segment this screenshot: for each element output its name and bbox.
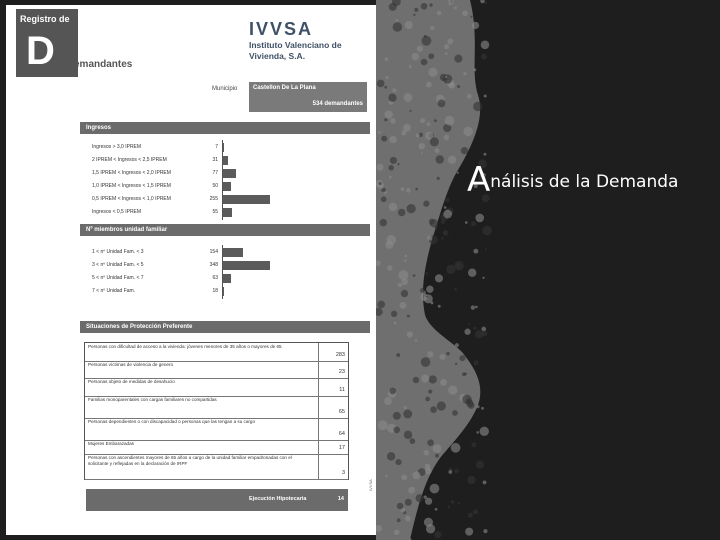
map-texture-dot xyxy=(445,76,447,78)
map-texture-dot xyxy=(465,528,473,536)
map-texture-dot xyxy=(426,82,432,88)
row-bar xyxy=(222,169,236,178)
map-texture-dot xyxy=(448,156,456,164)
map-texture-dot xyxy=(395,19,398,22)
map-texture-dot xyxy=(397,163,399,165)
map-texture-dot xyxy=(421,374,429,382)
map-texture-dot xyxy=(405,516,411,522)
map-texture-dot xyxy=(416,494,424,502)
map-texture-dot xyxy=(476,461,484,469)
map-texture-dot xyxy=(468,269,476,277)
municipio-name: Castellon De La Plana xyxy=(253,85,316,91)
institute-name-line2: Vivienda, S.A. xyxy=(249,51,306,61)
row-label: 7 < nº Unidad Fam. xyxy=(92,288,136,294)
map-texture-dot xyxy=(384,86,387,89)
map-texture-dot xyxy=(415,188,418,191)
map-texture-dot xyxy=(434,531,441,538)
map-texture-dot xyxy=(425,272,428,275)
map-texture-dot xyxy=(375,260,381,266)
map-texture-dot xyxy=(425,464,431,470)
map-texture-dot xyxy=(465,221,468,224)
proteccion-row-label: Familias monoparentales con cargas familiares no compartidas xyxy=(88,397,217,402)
map-texture-dot xyxy=(405,255,408,258)
map-texture-dot xyxy=(403,410,412,419)
map-texture-dot xyxy=(420,118,425,123)
map-texture-dot xyxy=(410,438,416,444)
map-texture-dot xyxy=(414,8,418,12)
map-texture-dot xyxy=(389,176,392,179)
map-texture-dot xyxy=(381,196,387,202)
map-texture-dot xyxy=(404,260,407,263)
map-texture-dot xyxy=(454,55,462,63)
proteccion-row xyxy=(85,361,348,379)
margin-note: IVVSA xyxy=(368,479,373,491)
map-texture-dot xyxy=(444,44,449,49)
proteccion-row-value: 65 xyxy=(338,409,345,415)
map-texture-dot xyxy=(443,230,449,236)
map-texture-dot xyxy=(426,524,435,533)
map-texture-dot xyxy=(440,379,447,386)
map-texture-dot xyxy=(435,508,438,511)
map-texture-dot xyxy=(384,110,392,118)
map-texture-dot xyxy=(481,40,490,49)
map-texture-dot xyxy=(378,420,388,430)
row-label: 1,0 IPREM < Ingresos < 1,5 IPREM xyxy=(92,183,171,189)
bar-axis xyxy=(222,140,223,220)
row-label: 0,5 IPREM < Ingresos < 1,0 IPREM xyxy=(92,196,171,202)
map-texture-dot xyxy=(425,397,430,402)
map-texture-dot xyxy=(484,1,487,4)
map-texture-dot xyxy=(482,277,484,279)
row-bar xyxy=(222,195,270,204)
proteccion-column-divider xyxy=(318,343,319,479)
proteccion-row-label: Personas dependientes o con discapacidad o personas que las tengan a su cargo xyxy=(88,419,256,424)
map-texture-dot xyxy=(405,21,413,29)
proteccion-row-label: Mujeres Embarazadas xyxy=(88,441,134,446)
map-texture-dot xyxy=(454,288,457,291)
row-label: Ingresos < 0,5 IPREM xyxy=(92,209,142,215)
map-texture-dot xyxy=(435,148,440,153)
proteccion-table xyxy=(84,342,349,480)
proteccion-row xyxy=(85,440,348,455)
map-texture-dot xyxy=(485,248,487,250)
map-texture-dot xyxy=(454,469,459,474)
map-texture-dot xyxy=(457,172,459,174)
map-texture-dot xyxy=(437,177,440,180)
map-texture-dot xyxy=(461,147,468,154)
map-texture-dot xyxy=(420,288,425,293)
map-texture-dot xyxy=(471,442,476,447)
proteccion-row xyxy=(85,454,348,480)
map-texture-dot xyxy=(387,452,395,460)
map-texture-dot xyxy=(445,52,448,55)
map-texture-dot xyxy=(407,315,410,318)
map-texture-dot xyxy=(473,509,478,514)
map-texture-dot xyxy=(473,102,482,111)
map-texture-dot xyxy=(413,14,415,16)
map-texture-dot xyxy=(430,26,434,30)
map-texture-dot xyxy=(482,226,492,236)
demandantes-count: 534 demandantes xyxy=(312,101,363,107)
slide-title-rest: nálisis de la Demanda xyxy=(490,172,679,192)
proteccion-row xyxy=(85,343,348,362)
map-texture-dot xyxy=(377,301,385,309)
map-texture-dot xyxy=(430,406,437,413)
proteccion-row xyxy=(85,378,348,397)
map-texture-dot xyxy=(422,36,432,46)
map-texture-dot xyxy=(467,476,475,484)
map-texture-dot xyxy=(437,401,446,410)
row-label: 2 IPREM < Ingresos < 2,5 IPREM xyxy=(92,157,167,163)
map-texture-dot xyxy=(437,11,442,16)
row-label: 1 < nº Unidad Fam. < 3 xyxy=(92,249,144,255)
map-texture-dot xyxy=(471,305,475,309)
map-texture-dot xyxy=(421,3,428,10)
map-texture-dot xyxy=(426,286,433,293)
map-texture-dot xyxy=(379,182,382,185)
map-texture-dot xyxy=(389,388,396,395)
map-texture-dot xyxy=(483,481,487,485)
ivvsa-logo xyxy=(249,19,342,62)
proteccion-row-label: Personas víctimas de violencia de genero xyxy=(88,362,174,367)
map-texture-dot xyxy=(384,397,392,405)
map-texture-dot xyxy=(404,431,412,439)
registro-logo xyxy=(16,9,78,77)
municipio-box xyxy=(249,82,367,112)
map-texture-dot xyxy=(429,219,435,225)
map-texture-dot xyxy=(423,201,429,207)
proteccion-row-label: Personas objeto de medidas de desahucio xyxy=(88,379,175,384)
map-texture-dot xyxy=(426,296,428,298)
row-value: 255 xyxy=(209,196,218,202)
map-texture-dot xyxy=(418,143,425,150)
map-texture-dot xyxy=(452,410,458,416)
map-texture-dot xyxy=(435,454,439,458)
map-texture-dot xyxy=(434,119,437,122)
map-texture-dot xyxy=(430,137,439,146)
map-texture-dot xyxy=(389,3,397,11)
map-texture-dot xyxy=(459,355,465,361)
row-value: 7 xyxy=(215,144,218,150)
map-texture-dot xyxy=(389,136,397,144)
map-texture-dot xyxy=(391,311,397,317)
map-texture-dot xyxy=(451,500,454,503)
map-texture-dot xyxy=(395,459,401,465)
map-texture-dot xyxy=(384,118,387,121)
row-value: 18 xyxy=(212,288,218,294)
map-texture-dot xyxy=(475,214,484,223)
row-bar xyxy=(222,182,231,191)
row-label: Ingresos > 3,0 IPREM xyxy=(92,144,142,150)
map-texture-dot xyxy=(438,100,446,108)
map-texture-dot xyxy=(421,357,431,367)
map-texture-dot xyxy=(385,474,388,477)
map-texture-dot xyxy=(427,236,432,241)
map-texture-dot xyxy=(393,22,403,32)
map-texture-dot xyxy=(381,136,387,142)
map-texture-dot xyxy=(398,270,408,280)
registro-title: Registro de xyxy=(20,14,70,24)
map-texture-dot xyxy=(435,274,443,282)
row-label: 5 < nº Unidad Fam. < 7 xyxy=(92,275,144,281)
map-texture-dot xyxy=(436,155,444,163)
map-texture-dot xyxy=(398,283,403,288)
map-texture-dot xyxy=(427,122,431,126)
map-texture-dot xyxy=(474,360,479,365)
map-texture-dot xyxy=(385,76,388,79)
map-texture-dot xyxy=(444,206,447,209)
row-bar xyxy=(222,208,232,217)
row-bar xyxy=(222,248,243,257)
ivvsa-acronym: IVVSA xyxy=(249,19,314,39)
map-texture-dot xyxy=(425,498,432,505)
map-texture-dot xyxy=(406,188,411,193)
proteccion-row xyxy=(85,396,348,419)
map-texture-dot xyxy=(428,68,437,77)
map-texture-dot xyxy=(407,331,413,337)
map-texture-dot xyxy=(443,74,452,83)
map-texture-dot xyxy=(428,389,432,393)
map-texture-dot xyxy=(394,529,400,535)
map-texture-dot xyxy=(377,80,385,88)
registro-subtitle: emandantes xyxy=(74,59,133,70)
row-value: 31 xyxy=(212,157,218,163)
map-texture-dot xyxy=(416,133,420,137)
map-texture-dot xyxy=(398,209,405,216)
row-value: 55 xyxy=(212,209,218,215)
map-texture-dot xyxy=(429,3,432,6)
map-texture-dot xyxy=(404,93,413,102)
row-label: 3 < nº Unidad Fam. < 5 xyxy=(92,262,144,268)
map-texture-dot xyxy=(388,165,393,170)
map-texture-dot xyxy=(390,157,397,164)
map-texture-dot xyxy=(481,407,484,410)
map-texture-dot xyxy=(446,265,455,274)
proteccion-row-value: 283 xyxy=(335,352,345,358)
proteccion-row-value: 17 xyxy=(338,445,345,451)
map-texture-dot xyxy=(473,249,478,254)
map-texture-dot xyxy=(423,450,429,456)
map-texture-dot xyxy=(413,377,419,383)
map-texture-dot xyxy=(401,131,406,136)
map-texture-dot xyxy=(404,406,407,409)
map-texture-dot xyxy=(405,499,412,506)
map-texture-dot xyxy=(441,237,444,240)
row-bar xyxy=(222,261,270,270)
map-texture-dot xyxy=(421,59,428,66)
map-texture-dot xyxy=(454,261,464,271)
map-texture-dot xyxy=(473,68,476,71)
map-texture-dot xyxy=(388,94,396,102)
map-texture-dot xyxy=(451,443,461,453)
proteccion-row-value: 23 xyxy=(338,369,345,375)
map-texture-dot xyxy=(462,395,471,404)
map-texture-dot xyxy=(483,529,487,533)
map-texture-dot xyxy=(427,351,433,357)
map-texture-dot xyxy=(377,164,384,171)
map-texture-dot xyxy=(468,323,470,325)
map-texture-dot xyxy=(380,219,387,226)
map-texture-dot xyxy=(394,322,397,325)
map-texture-dot xyxy=(444,135,450,141)
row-value: 348 xyxy=(209,262,218,268)
map-texture-dot xyxy=(417,46,423,52)
map-texture-dot xyxy=(409,110,411,112)
slide-title xyxy=(467,160,678,200)
map-texture-dot xyxy=(481,327,486,332)
map-texture-dot xyxy=(443,210,452,219)
map-texture-dot xyxy=(407,204,416,213)
proteccion-row-label: Personas con ascendientes mayores de 65 años a cargo de la unidad familiar empadronadas con el solicitante y reflejadas en la declaración de IRPF xyxy=(88,455,292,466)
map-texture-dot xyxy=(397,518,401,522)
map-texture-dot xyxy=(413,471,421,479)
map-texture-dot xyxy=(476,405,479,408)
map-texture-dot xyxy=(396,353,400,357)
map-texture-dot xyxy=(385,57,388,60)
map-texture-dot xyxy=(399,302,406,309)
map-texture-dot xyxy=(438,305,441,308)
map-texture-dot xyxy=(393,427,400,434)
row-value: 50 xyxy=(212,183,218,189)
map-texture-dot xyxy=(447,38,453,44)
demand-report-page xyxy=(6,5,376,535)
map-texture-dot xyxy=(409,65,412,68)
map-texture-dot xyxy=(421,152,423,154)
map-texture-dot xyxy=(448,385,457,394)
map-texture-dot xyxy=(445,116,455,126)
map-texture-dot xyxy=(464,329,470,335)
proteccion-row-value: 11 xyxy=(339,387,345,393)
proteccion-heading: Situaciones de Protección Preferente xyxy=(80,321,370,333)
ejecucion-hipotecaria-label: Ejecución Hipotecaria xyxy=(249,496,307,502)
map-texture-dot xyxy=(458,502,460,504)
municipio-label: Municipio xyxy=(212,86,238,92)
institute-name-line1: Instituto Valenciano de xyxy=(249,40,342,50)
map-texture-dot xyxy=(408,487,415,494)
map-texture-dot xyxy=(389,203,397,211)
map-texture-dot xyxy=(440,354,446,360)
map-texture-dot xyxy=(480,427,489,436)
map-texture-dot xyxy=(401,290,408,297)
map-texture-dot xyxy=(401,187,405,191)
map-texture-dot xyxy=(447,506,450,509)
map-texture-dot xyxy=(470,16,472,18)
map-texture-dot xyxy=(427,439,434,446)
map-texture-dot xyxy=(481,54,487,60)
map-texture-dot xyxy=(428,53,434,59)
row-value: 77 xyxy=(212,170,218,176)
map-texture-dot xyxy=(468,512,473,517)
map-texture-dot xyxy=(484,153,487,156)
map-texture-dot xyxy=(472,22,479,29)
row-value: 63 xyxy=(212,275,218,281)
map-texture-dot xyxy=(430,484,440,494)
ingresos-heading: Ingresos xyxy=(80,122,370,134)
map-texture-dot xyxy=(457,85,460,88)
registro-letter: D xyxy=(26,29,55,73)
map-texture-dot xyxy=(387,265,392,270)
map-texture-dot xyxy=(413,274,416,277)
ejecucion-hipotecaria-row xyxy=(86,489,348,511)
map-texture-dot xyxy=(467,94,472,99)
map-texture-dot xyxy=(476,431,479,434)
map-texture-dot xyxy=(475,306,478,309)
bar-axis xyxy=(222,245,223,299)
ejecucion-hipotecaria-value: 14 xyxy=(337,496,344,502)
proteccion-row xyxy=(85,418,348,441)
map-texture-dot xyxy=(471,221,476,226)
map-texture-dot xyxy=(429,375,437,383)
row-label: 1,5 IPREM < Ingresos < 2,0 IPREM xyxy=(92,170,171,176)
map-texture-dot xyxy=(455,363,457,365)
map-texture-dot xyxy=(463,127,473,137)
map-texture-dot xyxy=(424,294,433,303)
map-texture-dot xyxy=(446,352,450,356)
slide-title-initial: A xyxy=(467,160,491,200)
map-texture-dot xyxy=(462,10,468,16)
proteccion-row-value: 3 xyxy=(341,470,345,476)
map-texture-dot xyxy=(454,6,457,9)
map-texture-dot xyxy=(464,373,467,376)
map-texture-dot xyxy=(482,331,488,337)
map-texture-dot xyxy=(397,503,404,510)
map-texture-dot xyxy=(473,327,476,330)
row-value: 154 xyxy=(209,249,218,255)
map-texture-dot xyxy=(484,94,487,97)
map-texture-dot xyxy=(401,475,407,481)
map-texture-dot xyxy=(412,53,419,60)
proteccion-row-label: Personas con dificultad de acceso a la vivienda: jóvenes menores de 35 años o mayores de 65 xyxy=(88,344,282,349)
map-texture-dot xyxy=(463,72,466,75)
map-texture-dot xyxy=(424,35,427,38)
map-texture-dot xyxy=(378,131,381,134)
map-texture-dot xyxy=(433,444,442,453)
map-texture-dot xyxy=(445,198,449,202)
map-texture-dot xyxy=(392,88,396,92)
map-texture-dot xyxy=(448,470,452,474)
map-texture-dot xyxy=(390,118,396,124)
row-bar xyxy=(222,274,231,283)
proteccion-row-value: 64 xyxy=(338,431,345,437)
map-texture-dot xyxy=(393,412,401,420)
miembros-heading: Nº miembros unidad familiar xyxy=(80,224,370,236)
map-texture-dot xyxy=(455,343,459,347)
map-texture-dot xyxy=(385,241,393,249)
map-texture-dot xyxy=(415,339,418,342)
